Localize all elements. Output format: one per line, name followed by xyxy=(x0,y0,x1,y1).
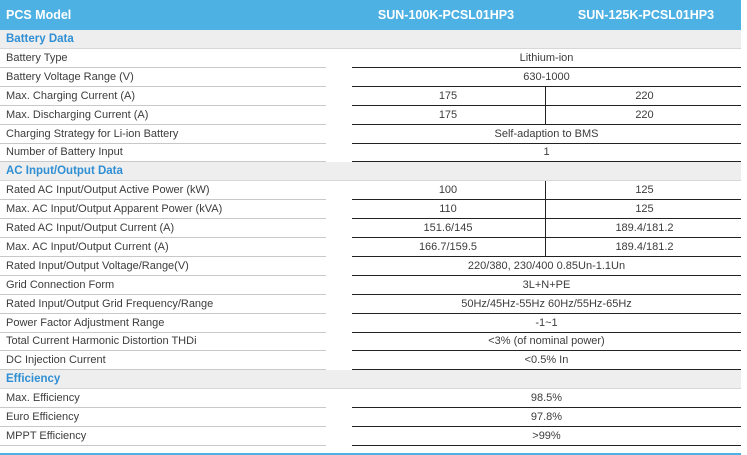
row-value-125k: 125 xyxy=(635,184,654,197)
row-value: 630-1000 xyxy=(523,70,570,83)
table-row xyxy=(0,125,741,144)
row-label: Battery Voltage Range (V) xyxy=(6,70,134,83)
row-value-125k: 189.4/181.2 xyxy=(615,240,674,253)
table-row xyxy=(0,276,741,295)
section-title: Battery Data xyxy=(6,33,74,45)
table-row xyxy=(0,181,741,200)
row-value: -1~1 xyxy=(535,316,558,329)
column-divider xyxy=(545,87,546,106)
table-row xyxy=(0,143,741,162)
row-value-125k: 189.4/181.2 xyxy=(615,222,674,234)
row-value: 97.8% xyxy=(530,411,563,423)
row-label: Rated AC Input/Output Current (A) xyxy=(6,222,175,234)
row-label: Battery Type xyxy=(6,51,68,64)
row-value: <0.5% In xyxy=(524,354,569,367)
row-label: Total Current Harmonic Distortion THDi xyxy=(6,335,197,348)
row-label: Max. AC Input/Output Current (A) xyxy=(6,240,169,253)
section-header-row xyxy=(0,370,741,389)
row-label: Number of Battery Input xyxy=(6,146,123,159)
row-value-100k: 175 xyxy=(438,108,458,121)
row-value: 98.5% xyxy=(530,392,563,405)
row-value: Self-adaption to BMS xyxy=(494,127,599,140)
section-title: AC Input/Output Data xyxy=(6,165,123,178)
table-row xyxy=(0,427,741,446)
row-label: Max. AC Input/Output Apparent Power (kVA) xyxy=(6,203,223,216)
column-divider xyxy=(545,200,546,219)
table-row xyxy=(0,106,741,125)
row-label: Charging Strategy for Li-ion Battery xyxy=(6,127,179,140)
header-label: PCS Model xyxy=(6,8,72,22)
section-header-row xyxy=(0,30,741,49)
table-row xyxy=(0,314,741,333)
table-row xyxy=(0,257,741,276)
row-value: Lithium-ion xyxy=(519,51,574,64)
table-row xyxy=(0,68,741,87)
row-value-100k: 166.7/159.5 xyxy=(418,240,478,253)
row-label: Max. Charging Current (A) xyxy=(6,89,135,102)
row-label: Rated Input/Output Grid Frequency/Range xyxy=(6,297,214,310)
table-row xyxy=(0,332,741,351)
row-value-100k: 110 xyxy=(439,203,457,216)
row-value-125k: 125 xyxy=(635,203,654,216)
table-row xyxy=(0,87,741,106)
row-value: >99% xyxy=(532,429,561,442)
row-value-100k: 100 xyxy=(438,184,458,197)
table-row xyxy=(0,200,741,219)
row-value: 1 xyxy=(543,146,550,159)
table-header xyxy=(0,0,741,30)
row-value: 220/380, 230/400 0.85Un-1.1Un xyxy=(467,259,626,272)
row-value: 3L+N+PE xyxy=(522,278,571,291)
table-row xyxy=(0,49,741,68)
table-row xyxy=(0,408,741,427)
row-separator-label xyxy=(0,445,326,446)
row-label: MPPT Efficiency xyxy=(6,429,87,442)
row-value: <3% (of nominal power) xyxy=(488,335,605,348)
table-row xyxy=(0,351,741,370)
table-row xyxy=(0,295,741,314)
model-125k-header: SUN-125K-PCSL01HP3 xyxy=(577,8,715,22)
column-divider xyxy=(545,238,546,257)
row-value-125k: 220 xyxy=(635,89,654,102)
column-divider xyxy=(545,181,546,200)
row-label: DC Injection Current xyxy=(6,354,106,367)
row-label: Euro Efficiency xyxy=(6,411,80,423)
table-row xyxy=(0,238,741,257)
row-label: Max. Discharging Current (A) xyxy=(6,108,149,121)
table-row xyxy=(0,219,741,238)
section-title: Efficiency xyxy=(6,373,61,386)
model-100k-header: SUN-100K-PCSL01HP3 xyxy=(377,8,515,22)
row-value-125k: 220 xyxy=(635,108,654,121)
row-label: Max. Efficiency xyxy=(6,392,80,405)
row-value: 50Hz/45Hz-55Hz 60Hz/55Hz-65Hz xyxy=(461,297,632,310)
row-separator-value xyxy=(352,445,741,446)
row-label: Rated Input/Output Voltage/Range(V) xyxy=(6,259,189,272)
column-divider xyxy=(545,219,546,238)
section-header-row xyxy=(0,162,741,181)
row-label: Power Factor Adjustment Range xyxy=(6,316,165,329)
row-label: Grid Connection Form xyxy=(6,278,115,291)
row-label: Rated AC Input/Output Active Power (kW) xyxy=(6,184,210,197)
row-value-100k: 175 xyxy=(438,89,458,102)
column-divider xyxy=(545,106,546,125)
row-value-100k: 151.6/145 xyxy=(423,222,473,234)
table-row xyxy=(0,389,741,408)
